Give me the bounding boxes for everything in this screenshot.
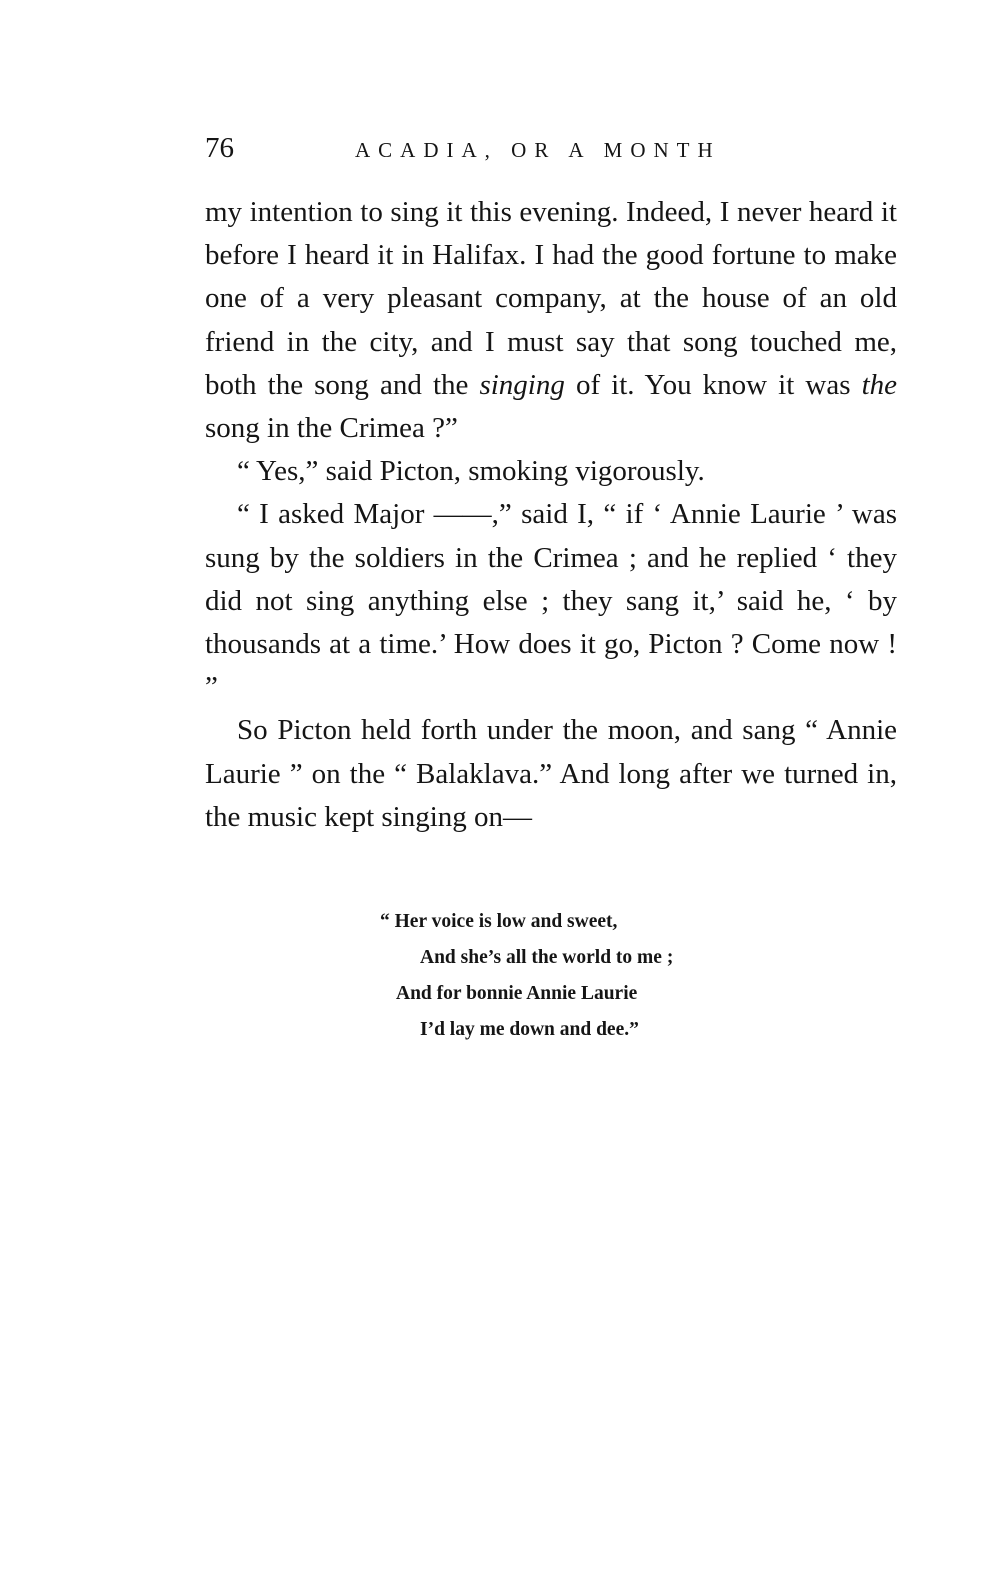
verse-line-1: “ Her voice is low and sweet, [380, 911, 618, 932]
paragraph-1-italic-singing: singing [479, 368, 565, 401]
paragraph-3 [205, 493, 897, 709]
verse-line-2: And she’s all the world to me ; [420, 947, 674, 968]
paragraph-2-text: “ Yes,” said Picton, smoking vigorously. [237, 455, 705, 488]
verse-line-4: I’d lay me down and dee.” [420, 1019, 639, 1040]
paragraph-4 [205, 709, 897, 839]
paragraph-1-text-a: my intention to sing it this evening. Indeed, I never heard it before I heard it in Halifax. I had the good fortune to make one of a very pleasant company, at the house of an old friend in the city, and I must say that song touched me, both the song and the [205, 196, 897, 401]
paragraph-1-text-c: song in the Crimea ?” [205, 412, 458, 445]
page-number: 76 [205, 132, 234, 164]
paragraph-1-text-b: of it. You know it was [564, 368, 862, 401]
running-head: ACADIA, OR A MONTH [355, 138, 721, 162]
paragraph-4-text: So Picton held forth under the moon, and sang “ Annie Laurie ” on the “ Balaklava.” And long after we turned in, the music kept singing on— [205, 714, 897, 833]
paragraph-2 [205, 450, 897, 493]
page-header [205, 130, 897, 170]
verse-quotation [380, 904, 800, 1048]
paragraph-3-text: “ I asked Major ——,” said I, “ if ‘ Annie Laurie ’ was sung by the soldiers in the Crimea ; and he replied ‘ they did not sing anything else ; they sang it,’ said he, ‘ by thousands at a time.’ How does it go, Picton ? Come now ! ” [205, 498, 897, 704]
paragraph-1-italic-the: the [861, 368, 897, 401]
paragraph-1 [205, 191, 897, 450]
body-text [205, 191, 897, 839]
verse-line-3: And for bonnie Annie Laurie [396, 983, 638, 1004]
